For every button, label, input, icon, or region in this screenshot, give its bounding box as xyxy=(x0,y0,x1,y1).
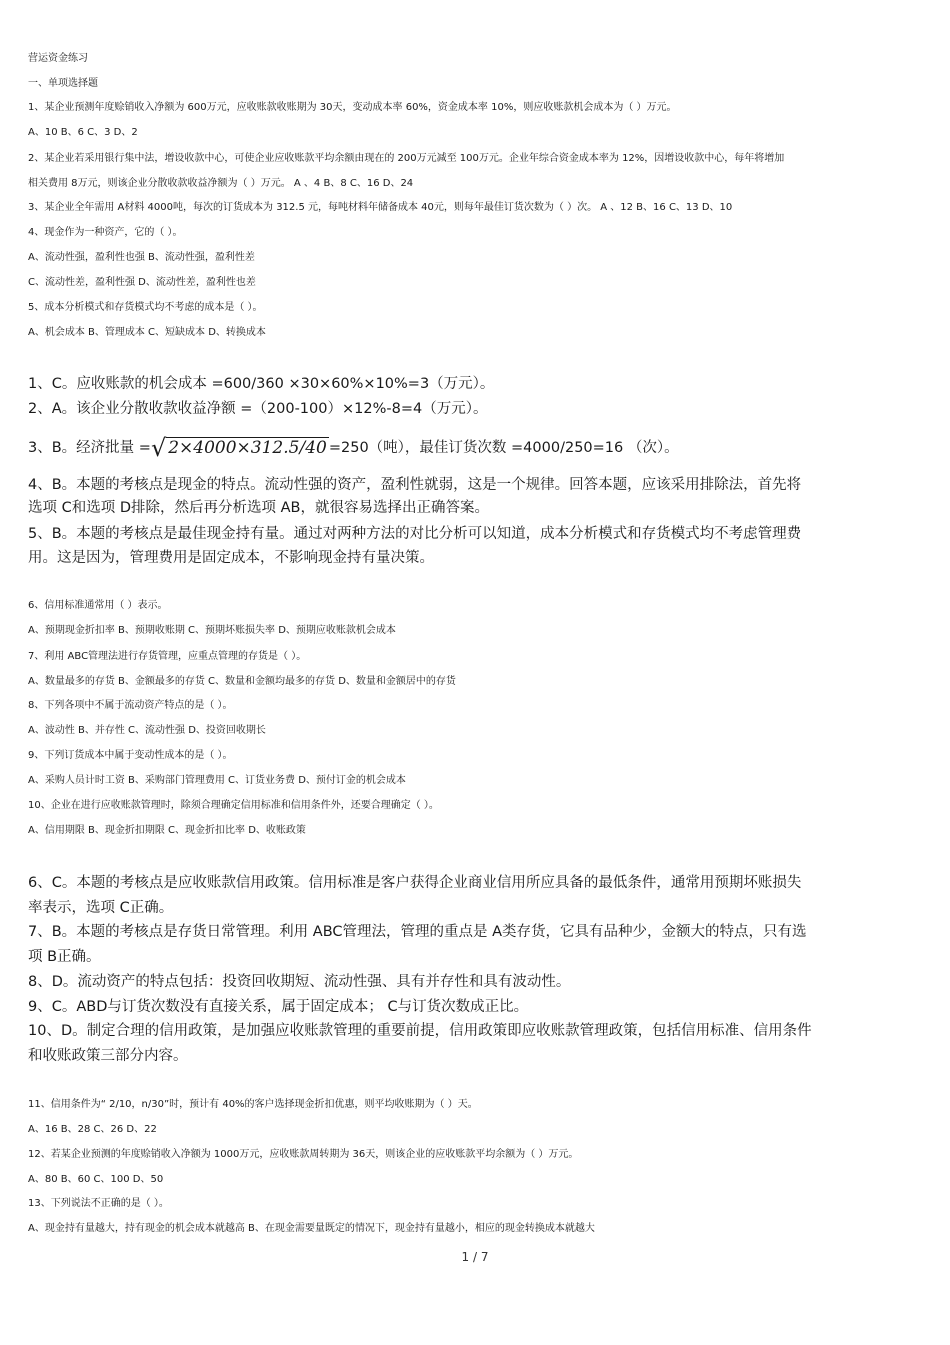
question-11-options: A、16 B、28 C、26 D、22 xyxy=(28,1124,157,1135)
question-4: 4、现金作为一种资产，它的（ ）。 xyxy=(28,227,183,238)
question-1-options: A、10 B、6 C、3 D、2 xyxy=(28,127,138,138)
answer-10-line-1: 10、D。制定合理的信用政策，是加强应收账款管理的重要前提，信用政策即应收账款管理政策，包括信用标准、信用条件 xyxy=(28,1023,812,1039)
answer-1: 1、C。应收账款的机会成本 =600/360 ×30×60%×10%=3（万元）。 xyxy=(28,376,495,392)
answer-3-prefix: 3、B。经济批量 = xyxy=(28,440,151,456)
question-13: 13、下列说法不正确的是（ ）。 xyxy=(28,1198,169,1209)
answer-3-suffix: =250（吨），最佳订货次数 =4000/250=16 （次）。 xyxy=(328,440,679,456)
question-5-options: A、机会成本 B、管理成本 C、短缺成本 D、转换成本 xyxy=(28,327,266,338)
question-3: 3、某企业全年需用 A材料 4000吨，每次的订货成本为 312.5 元，每吨材料年储备成本 40元，则每年最佳订货次数为（ ）次。 A 、12 B、16 C、13 D、10 xyxy=(28,202,733,213)
answer-6-line-2: 率表示，选项 C正确。 xyxy=(28,900,174,916)
question-2-line-2: 相关费用 8万元，则该企业分散收款收益净额为（ ）万元。 A 、4 B、8 C、16 D、24 xyxy=(28,178,414,189)
question-4-options-cd: C、流动性差，盈利性强 D、流动性差，盈利性也差 xyxy=(28,277,256,288)
answer-9: 9、C。ABD与订货次数没有直接关系，属于固定成本； C与订货次数成正比。 xyxy=(28,999,529,1015)
question-12-options: A、80 B、60 C、100 D、50 xyxy=(28,1174,164,1185)
question-2-line-1: 2、某企业若采用银行集中法，增设收款中心，可使企业应收账款平均余额由现在的 200万元减至 100万元。企业年综合资金成本率为 12%，因增设收款中心，每年将增加 xyxy=(28,153,785,164)
answer-8: 8、D。流动资产的特点包括：投资回收期短、流动性强、具有并存性和具有波动性。 xyxy=(28,974,571,990)
answer-3 xyxy=(28,434,679,462)
answer-4-line-1: 4、B。本题的考核点是现金的特点。流动性强的资产，盈利性就弱，这是一个规律。回答本题，应该采用排除法，首先将 xyxy=(28,477,802,493)
section-heading: 一、单项选择题 xyxy=(28,78,98,89)
answer-7-line-1: 7、B。本题的考核点是存货日常管理。利用 ABC管理法，管理的重点是 A类存货，它具有品种少，金额大的特点，只有选 xyxy=(28,924,807,940)
question-4-options-ab: A、流动性强，盈利性也强 B、流动性强，盈利性差 xyxy=(28,252,255,263)
page-number: 1 / 7 xyxy=(461,1250,489,1264)
question-10-options: A、信用期限 B、现金折扣期限 C、现金折扣比率 D、收账政策 xyxy=(28,825,306,836)
answer-4-line-2: 选项 C和选项 D排除，然后再分析选项 AB，就很容易选择出正确答案。 xyxy=(28,500,489,516)
question-1: 1、某企业预测年度赊销收入净额为 600万元，应收账款收账期为 30天，变动成本率 60%，资金成本率 10%，则应收账款机会成本为（ ）万元。 xyxy=(28,102,677,113)
question-13-options-ab: A、现金持有量越大，持有现金的机会成本就越高 B、在现金需要量既定的情况下，现金持有量越小，相应的现金转换成本就越大 xyxy=(28,1223,595,1234)
document-title: 营运资金练习 xyxy=(28,53,88,64)
answer-6-line-1: 6、C。本题的考核点是应收账款信用政策。信用标准是客户获得企业商业信用所应具备的最低条件，通常用预期坏账损失 xyxy=(28,875,802,891)
square-root-formula: √ 2×4000×312.5/40 xyxy=(150,434,327,462)
question-9: 9、下列订货成本中属于变动性成本的是（ ）。 xyxy=(28,750,233,761)
question-6: 6、信用标准通常用（ ）表示。 xyxy=(28,600,168,611)
question-9-options: A、采购人员计时工资 B、采购部门管理费用 C、订货业务费 D、预付订金的机会成本 xyxy=(28,775,406,786)
question-8-options: A、波动性 B、并存性 C、流动性强 D、投资回收期长 xyxy=(28,725,266,736)
question-10: 10、企业在进行应收账款管理时，除须合理确定信用标准和信用条件外，还要合理确定（ ）。 xyxy=(28,800,439,811)
question-8: 8、下列各项中不属于流动资产特点的是（ ）。 xyxy=(28,700,233,711)
question-7: 7、利用 ABC管理法进行存货管理，应重点管理的存货是（ ）。 xyxy=(28,651,307,662)
answer-2: 2、A。该企业分散收款收益净额 =（200-100）×12%-8=4（万元）。 xyxy=(28,401,488,417)
answer-7-line-2: 项 B正确。 xyxy=(28,949,101,965)
question-12: 12、若某企业预测的年度赊销收入净额为 1000万元，应收账款周转期为 36天，则该企业的应收账款平均余额为（ ）万元。 xyxy=(28,1149,579,1160)
answer-5-line-1: 5、B。本题的考核点是最佳现金持有量。通过对两种方法的对比分析可以知道，成本分析模式和存货模式均不考虑管理费 xyxy=(28,526,802,542)
question-11: 11、信用条件为“ 2/10，n/30”时，预计有 40%的客户选择现金折扣优惠，则平均收账期为（ ）天。 xyxy=(28,1099,478,1110)
question-6-options: A、预期现金折扣率 B、预期收账期 C、预期坏账损失率 D、预期应收账款机会成本 xyxy=(28,625,396,636)
answer-5-line-2: 用。这是因为，管理费用是固定成本，不影响现金持有量决策。 xyxy=(28,550,434,566)
answer-10-line-2: 和收账政策三部分内容。 xyxy=(28,1048,188,1064)
question-7-options: A、数量最多的存货 B、金额最多的存货 C、数量和金额均最多的存货 D、数量和金额居中的存货 xyxy=(28,676,456,687)
question-5: 5、成本分析模式和存货模式均不考虑的成本是（ ）。 xyxy=(28,302,263,313)
